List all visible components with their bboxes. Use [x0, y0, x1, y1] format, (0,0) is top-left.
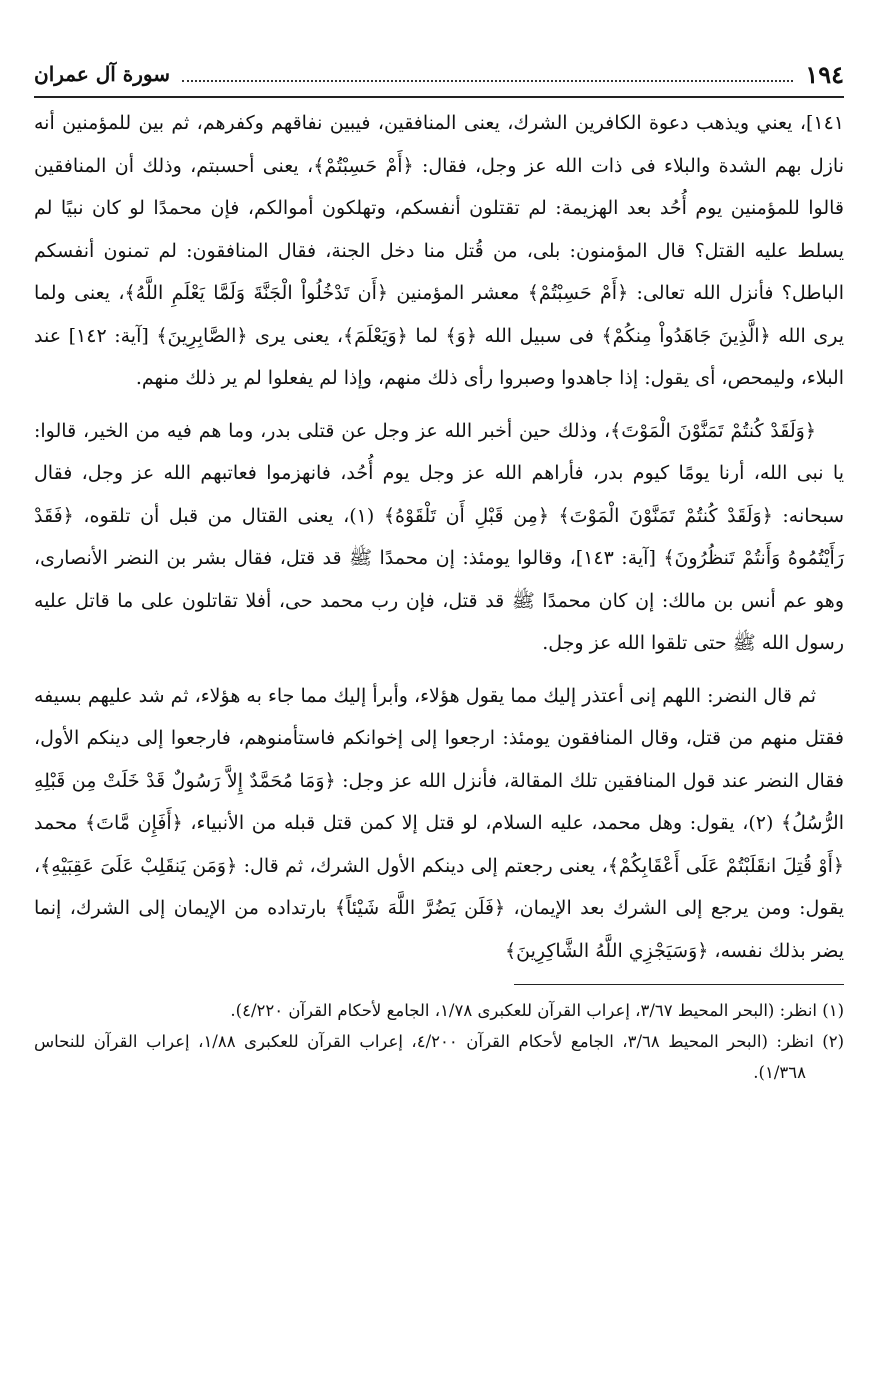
footnote-2: (٢) انظر: (البحر المحيط ٣/٦٨، الجامع لأحكام القرآن ٤/٢٠٠، إعراب القرآن للعكبرى ١/٨٨، إعراب القرآن للنحاس ١/٣٦٨).	[34, 1032, 844, 1082]
footnote-separator	[514, 984, 844, 985]
chapter-title: سورة آل عمران	[34, 62, 171, 86]
header-leader-dots	[182, 66, 793, 82]
body-paragraph-1: ١٤١]، يعني ويذهب دعوة الكافرين الشرك، يعنى المنافقين، فيبين نفاقهم وكفرهم، ثم بين للمؤمنين أنه نازل بهم الشدة والبلاء فى ذات الله عز وجل، فقال: ﴿أَمْ حَسِبْتُمْ﴾، يعنى أحسبتم، وذلك أن المنافقين قالوا للمؤمنين يوم أُحُد بعد الهزيمة: لم تقتلون أنفسكم، وتهلكون أموالكم، فإن محمدًا لو كان نبيًا لم يسلط عليه القتل؟ قال المؤمنون: بلى، من قُتل منا دخل الجنة، فقال المنافقون: لم تمنون أنفسكم الباطل؟ فأنزل الله تعالى: ﴿أَمْ حَسِبْتُمْ﴾ معشر المؤمنين ﴿أَن تَدْخُلُواْ الْجَنَّةَ وَلَمَّا يَعْلَمِ اللَّهُ﴾، يعنى ولما يرى الله ﴿الَّذِينَ جَاهَدُواْ مِنكُمْ﴾ فى سبيل الله ﴿وَ﴾ لما ﴿وَيَعْلَمَ﴾، يعنى يرى ﴿الصَّابِرِينَ﴾ [آية: ١٤٢] عند البلاء، وليمحص، أى يقول: إذا جاهدوا وصبروا رأى ذلك منهم، وإذا لم يفعلوا لم ير ذلك منهم.	[34, 112, 844, 389]
body-paragraph-3: ثم قال النضر: اللهم إنى أعتذر إليك مما يقول هؤلاء، وأبرأ إليك مما جاء به هؤلاء، ثم شد عليهم بسيفه فقتل منهم من قتل، وقال المنافقون يومئذ: ارجعوا إلى إخوانكم فاستأمنوهم، فارجعوا إلى دينكم الأول، فقال النضر عند قول المنافقين تلك المقالة، فأنزل الله عز وجل: ﴿وَمَا مُحَمَّدٌ إِلاَّ رَسُولٌ قَدْ خَلَتْ مِن قَبْلِهِ الرُّسُلُ﴾ (٢)، يقول: وهل محمد، عليه السلام، لو قتل إلا كمن قتل قبله من الأنبياء، ﴿أَفَإِن مَّاتَ﴾ محمد ﴿أَوْ قُتِلَ انقَلَبْتُمْ عَلَى أَعْقَابِكُمْ﴾، يعنى رجعتم إلى دينكم الأول الشرك، ثم قال: ﴿وَمَن يَنقَلِبْ عَلَىَ عَقِبَيْهِ﴾، يقول: ومن يرجع إلى الشرك بعد الإيمان، ﴿فَلَن يَضُرَّ اللَّهَ شَيْئاً﴾ بارتداده من الإيمان إلى الشرك، إنما يضر بذلك نفسه، ﴿وَسَيَجْزِي اللَّهُ الشَّاكِرِينَ﴾	[34, 684, 844, 962]
book-page	[34, 52, 844, 1362]
body-paragraph-2: ﴿وَلَقَدْ كُنتُمْ تَمَنَّوْنَ الْمَوْتَ﴾، وذلك حين أخبر الله عز وجل عن قتلى بدر، وما هم فيه من الخير، قالوا: يا نبى الله، أرنا يومًا كيوم بدر، فأراهم الله عز وجل يوم أُحُد، فانهزموا فعاتبهم الله عز وجل، فقال سبحانه: ﴿وَلَقَدْ كُنتُمْ تَمَنَّوْنَ الْمَوْتَ﴾ ﴿مِن قَبْلِ أَن تَلْقَوْهُ﴾ (١)، يعنى القتال من قبل أن تلقوه، ﴿فَقَدْ رَأَيْتُمُوهُ وَأَنتُمْ تَنظُرُونَ﴾ [آية: ١٤٣]، وقالوا يومئذ: إن محمدًا ﷺ قد قتل، فقال بشر بن النضر الأنصارى، وهو عم أنس بن مالك: إن كان محمدًا ﷺ قد قتل، فإن رب محمد حى، أفلا تقاتلون على ما قاتل عليه رسول الله ﷺ حتى تلقوا الله عز وجل.	[34, 419, 844, 654]
page-number: ١٩٤	[805, 59, 844, 89]
footnote-1: (١) انظر: (البحر المحيط ٣/٦٧، إعراب القرآن للعكبرى ١/٧٨، الجامع لأحكام القرآن ٤/٢٢٠).	[230, 1001, 844, 1020]
footnotes	[34, 995, 844, 1088]
page-header	[34, 52, 844, 98]
